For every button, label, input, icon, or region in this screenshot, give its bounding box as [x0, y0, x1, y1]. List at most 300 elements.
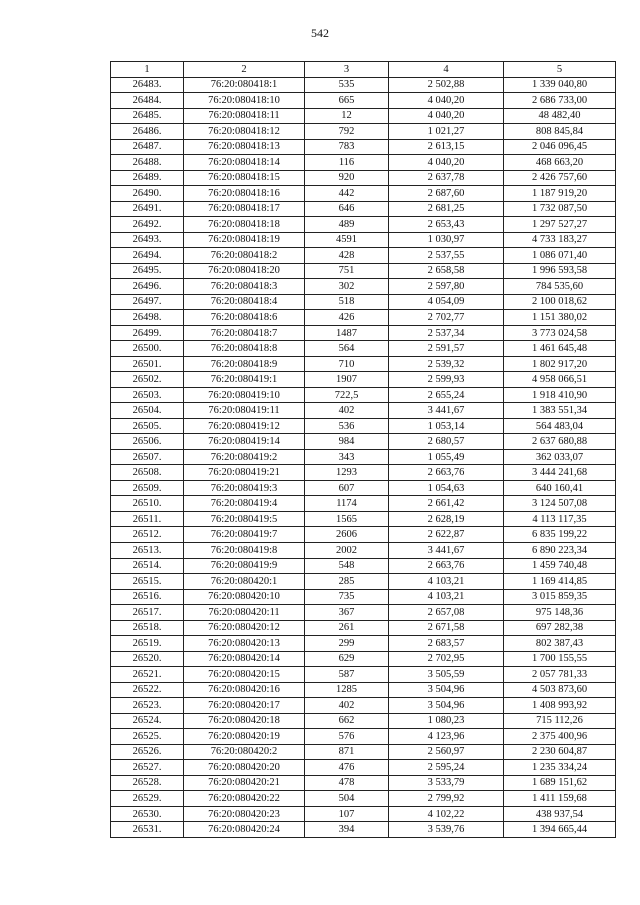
- cadastral-value-cell: 1 151 380,02: [504, 310, 616, 326]
- row-number-cell: 26521.: [111, 667, 184, 683]
- cadastral-number-cell: 76:20:080420:12: [184, 620, 305, 636]
- specific-value-cell: 1 080,23: [389, 713, 504, 729]
- cadastral-number-cell: 76:20:080418:3: [184, 279, 305, 295]
- cadastral-number-cell: 76:20:080419:9: [184, 558, 305, 574]
- specific-value-cell: 2 637,78: [389, 170, 504, 186]
- specific-value-cell: 2 799,92: [389, 791, 504, 807]
- specific-value-cell: 1 030,97: [389, 232, 504, 248]
- cadastral-number-cell: 76:20:080418:16: [184, 186, 305, 202]
- cadastral-number-cell: 76:20:080420:18: [184, 713, 305, 729]
- area-cell: 426: [305, 310, 389, 326]
- specific-value-cell: 2 539,32: [389, 356, 504, 372]
- cadastral-value-cell: 640 160,41: [504, 480, 616, 496]
- cadastral-value-cell: 6 890 223,34: [504, 542, 616, 558]
- table-row: [111, 589, 616, 605]
- table-row: [111, 124, 616, 140]
- cadastral-number-cell: 76:20:080420:15: [184, 667, 305, 683]
- cadastral-value-cell: 1 918 410,90: [504, 387, 616, 403]
- column-header: 1: [111, 62, 184, 78]
- cadastral-value-cell: 2 046 096,45: [504, 139, 616, 155]
- specific-value-cell: 4 102,22: [389, 806, 504, 822]
- cadastral-number-cell: 76:20:080420:22: [184, 791, 305, 807]
- cadastral-value-cell: 4 958 066,51: [504, 372, 616, 388]
- specific-value-cell: 2 560,97: [389, 744, 504, 760]
- table-row: [111, 139, 616, 155]
- cadastral-value-cell: 1 732 087,50: [504, 201, 616, 217]
- row-number-cell: 26493.: [111, 232, 184, 248]
- area-cell: 920: [305, 170, 389, 186]
- cadastral-value-cell: 1 459 740,48: [504, 558, 616, 574]
- cadastral-value-cell: 2 100 018,62: [504, 294, 616, 310]
- specific-value-cell: 2 655,24: [389, 387, 504, 403]
- cadastral-number-cell: 76:20:080419:12: [184, 418, 305, 434]
- cadastral-number-cell: 76:20:080418:12: [184, 124, 305, 140]
- cadastral-value-cell: 4 503 873,60: [504, 682, 616, 698]
- area-cell: 646: [305, 201, 389, 217]
- specific-value-cell: 1 053,14: [389, 418, 504, 434]
- specific-value-cell: 3 441,67: [389, 403, 504, 419]
- table-header-row: [111, 62, 616, 78]
- cadastral-value-cell: 697 282,38: [504, 620, 616, 636]
- cadastral-value-cell: 1 169 414,85: [504, 574, 616, 590]
- row-number-cell: 26501.: [111, 356, 184, 372]
- cadastral-value-cell: 1 394 665,44: [504, 822, 616, 838]
- area-cell: 442: [305, 186, 389, 202]
- specific-value-cell: 2 702,77: [389, 310, 504, 326]
- table-row: [111, 170, 616, 186]
- specific-value-cell: 2 661,42: [389, 496, 504, 512]
- area-cell: 402: [305, 698, 389, 714]
- cadastral-value-cell: 3 444 241,68: [504, 465, 616, 481]
- row-number-cell: 26486.: [111, 124, 184, 140]
- area-cell: 394: [305, 822, 389, 838]
- specific-value-cell: 3 504,96: [389, 682, 504, 698]
- row-number-cell: 26504.: [111, 403, 184, 419]
- specific-value-cell: 2 622,87: [389, 527, 504, 543]
- cadastral-value-cell: 2 375 400,96: [504, 729, 616, 745]
- cadastral-number-cell: 76:20:080418:15: [184, 170, 305, 186]
- cadastral-value-cell: 468 663,20: [504, 155, 616, 171]
- table-row: [111, 356, 616, 372]
- cadastral-value-cell: 1 996 593,58: [504, 263, 616, 279]
- specific-value-cell: 2 502,88: [389, 77, 504, 93]
- row-number-cell: 26508.: [111, 465, 184, 481]
- cadastral-value-cell: 1 802 917,20: [504, 356, 616, 372]
- column-header: 4: [389, 62, 504, 78]
- specific-value-cell: 4 040,20: [389, 93, 504, 109]
- table-row: [111, 325, 616, 341]
- row-number-cell: 26507.: [111, 449, 184, 465]
- row-number-cell: 26523.: [111, 698, 184, 714]
- table-row: [111, 108, 616, 124]
- table-row: [111, 465, 616, 481]
- cadastral-value-cell: 362 033,07: [504, 449, 616, 465]
- table-row: [111, 698, 616, 714]
- cadastral-value-cell: 1 700 155,55: [504, 651, 616, 667]
- cadastral-number-cell: 76:20:080419:1: [184, 372, 305, 388]
- specific-value-cell: 4 123,96: [389, 729, 504, 745]
- row-number-cell: 26519.: [111, 636, 184, 652]
- cadastral-number-cell: 76:20:080419:3: [184, 480, 305, 496]
- cadastral-value-cell: 3 124 507,08: [504, 496, 616, 512]
- table-row: [111, 77, 616, 93]
- area-cell: 751: [305, 263, 389, 279]
- cadastral-value-cell: 802 387,43: [504, 636, 616, 652]
- specific-value-cell: 2 680,57: [389, 434, 504, 450]
- area-cell: 478: [305, 775, 389, 791]
- specific-value-cell: 2 597,80: [389, 279, 504, 295]
- cadastral-value-cell: 6 835 199,22: [504, 527, 616, 543]
- area-cell: 107: [305, 806, 389, 822]
- row-number-cell: 26503.: [111, 387, 184, 403]
- specific-value-cell: 2 663,76: [389, 558, 504, 574]
- table-row: [111, 341, 616, 357]
- table-row: [111, 682, 616, 698]
- cadastral-number-cell: 76:20:080419:8: [184, 542, 305, 558]
- row-number-cell: 26530.: [111, 806, 184, 822]
- area-cell: 2002: [305, 542, 389, 558]
- table-row: [111, 372, 616, 388]
- cadastral-value-cell: 1 187 919,20: [504, 186, 616, 202]
- specific-value-cell: 2 681,25: [389, 201, 504, 217]
- cadastral-value-cell: 808 845,84: [504, 124, 616, 140]
- row-number-cell: 26505.: [111, 418, 184, 434]
- specific-value-cell: 3 505,59: [389, 667, 504, 683]
- cadastral-value-cell: 715 112,26: [504, 713, 616, 729]
- column-header: 3: [305, 62, 389, 78]
- specific-value-cell: 3 533,79: [389, 775, 504, 791]
- table-row: [111, 760, 616, 776]
- cadastral-value-cell: 2 230 604,87: [504, 744, 616, 760]
- row-number-cell: 26485.: [111, 108, 184, 124]
- table-row: [111, 449, 616, 465]
- specific-value-cell: 2 683,57: [389, 636, 504, 652]
- table-row: [111, 667, 616, 683]
- area-cell: 984: [305, 434, 389, 450]
- specific-value-cell: 4 103,21: [389, 574, 504, 590]
- cadastral-value-cell: 1 689 151,62: [504, 775, 616, 791]
- row-number-cell: 26484.: [111, 93, 184, 109]
- row-number-cell: 26522.: [111, 682, 184, 698]
- area-cell: 792: [305, 124, 389, 140]
- row-number-cell: 26500.: [111, 341, 184, 357]
- table-row: [111, 511, 616, 527]
- specific-value-cell: 2 663,76: [389, 465, 504, 481]
- row-number-cell: 26496.: [111, 279, 184, 295]
- cadastral-number-cell: 76:20:080418:13: [184, 139, 305, 155]
- table-row: [111, 636, 616, 652]
- row-number-cell: 26488.: [111, 155, 184, 171]
- table-row: [111, 542, 616, 558]
- row-number-cell: 26517.: [111, 605, 184, 621]
- table-row: [111, 294, 616, 310]
- cadastral-number-cell: 76:20:080418:9: [184, 356, 305, 372]
- cadastral-number-cell: 76:20:080420:20: [184, 760, 305, 776]
- cadastral-number-cell: 76:20:080418:2: [184, 248, 305, 264]
- row-number-cell: 26487.: [111, 139, 184, 155]
- specific-value-cell: 1 021,27: [389, 124, 504, 140]
- cadastral-number-cell: 76:20:080418:7: [184, 325, 305, 341]
- specific-value-cell: 1 054,63: [389, 480, 504, 496]
- specific-value-cell: 4 040,20: [389, 155, 504, 171]
- cadastral-number-cell: 76:20:080420:24: [184, 822, 305, 838]
- area-cell: 261: [305, 620, 389, 636]
- specific-value-cell: 2 671,58: [389, 620, 504, 636]
- cadastral-number-cell: 76:20:080419:21: [184, 465, 305, 481]
- specific-value-cell: 3 504,96: [389, 698, 504, 714]
- row-number-cell: 26510.: [111, 496, 184, 512]
- row-number-cell: 26506.: [111, 434, 184, 450]
- cadastral-value-cell: 975 148,36: [504, 605, 616, 621]
- cadastral-value-cell: 48 482,40: [504, 108, 616, 124]
- row-number-cell: 26531.: [111, 822, 184, 838]
- area-cell: 662: [305, 713, 389, 729]
- area-cell: 1487: [305, 325, 389, 341]
- area-cell: 629: [305, 651, 389, 667]
- area-cell: 548: [305, 558, 389, 574]
- area-cell: 587: [305, 667, 389, 683]
- table-row: [111, 279, 616, 295]
- table-row: [111, 729, 616, 745]
- row-number-cell: 26494.: [111, 248, 184, 264]
- area-cell: 518: [305, 294, 389, 310]
- table-row: [111, 791, 616, 807]
- area-cell: 607: [305, 480, 389, 496]
- specific-value-cell: 4 103,21: [389, 589, 504, 605]
- area-cell: 302: [305, 279, 389, 295]
- cadastral-value-cell: 1 383 551,34: [504, 403, 616, 419]
- specific-value-cell: 1 055,49: [389, 449, 504, 465]
- cadastral-value-cell: 1 411 159,68: [504, 791, 616, 807]
- area-cell: 2606: [305, 527, 389, 543]
- row-number-cell: 26514.: [111, 558, 184, 574]
- cadastral-number-cell: 76:20:080420:23: [184, 806, 305, 822]
- cadastral-value-cell: 1 086 071,40: [504, 248, 616, 264]
- cadastral-value-cell: 4 113 117,35: [504, 511, 616, 527]
- table-row: [111, 263, 616, 279]
- cadastral-value-cell: 1 408 993,92: [504, 698, 616, 714]
- row-number-cell: 26526.: [111, 744, 184, 760]
- specific-value-cell: 4 054,09: [389, 294, 504, 310]
- cadastral-number-cell: 76:20:080418:6: [184, 310, 305, 326]
- row-number-cell: 26524.: [111, 713, 184, 729]
- row-number-cell: 26527.: [111, 760, 184, 776]
- area-cell: 285: [305, 574, 389, 590]
- cadastral-value-cell: 784 535,60: [504, 279, 616, 295]
- row-number-cell: 26529.: [111, 791, 184, 807]
- cadastral-number-cell: 76:20:080418:19: [184, 232, 305, 248]
- area-cell: 536: [305, 418, 389, 434]
- specific-value-cell: 2 595,24: [389, 760, 504, 776]
- row-number-cell: 26490.: [111, 186, 184, 202]
- row-number-cell: 26498.: [111, 310, 184, 326]
- table-row: [111, 155, 616, 171]
- cadastral-number-cell: 76:20:080420:11: [184, 605, 305, 621]
- cadastral-value-cell: 1 461 645,48: [504, 341, 616, 357]
- specific-value-cell: 2 653,43: [389, 217, 504, 233]
- column-header: 2: [184, 62, 305, 78]
- row-number-cell: 26512.: [111, 527, 184, 543]
- cadastral-number-cell: 76:20:080420:2: [184, 744, 305, 760]
- specific-value-cell: 2 702,95: [389, 651, 504, 667]
- area-cell: 1174: [305, 496, 389, 512]
- specific-value-cell: 4 040,20: [389, 108, 504, 124]
- area-cell: 12: [305, 108, 389, 124]
- cadastral-value-cell: 438 937,54: [504, 806, 616, 822]
- area-cell: 735: [305, 589, 389, 605]
- table-row: [111, 651, 616, 667]
- specific-value-cell: 3 539,76: [389, 822, 504, 838]
- cadastral-number-cell: 76:20:080419:14: [184, 434, 305, 450]
- area-cell: 710: [305, 356, 389, 372]
- table-row: [111, 434, 616, 450]
- table-row: [111, 387, 616, 403]
- row-number-cell: 26483.: [111, 77, 184, 93]
- table-row: [111, 527, 616, 543]
- table-row: [111, 574, 616, 590]
- table-row: [111, 403, 616, 419]
- area-cell: 576: [305, 729, 389, 745]
- area-cell: 665: [305, 93, 389, 109]
- row-number-cell: 26513.: [111, 542, 184, 558]
- area-cell: 476: [305, 760, 389, 776]
- table-row: [111, 806, 616, 822]
- page-number: 542: [311, 26, 329, 40]
- cadastral-number-cell: 76:20:080420:14: [184, 651, 305, 667]
- table-row: [111, 605, 616, 621]
- cadastral-value-cell: 1 339 040,80: [504, 77, 616, 93]
- cadastral-number-cell: 76:20:080419:10: [184, 387, 305, 403]
- table-row: [111, 232, 616, 248]
- cadastral-value-cell: 3 773 024,58: [504, 325, 616, 341]
- cadastral-number-cell: 76:20:080418:18: [184, 217, 305, 233]
- row-number-cell: 26491.: [111, 201, 184, 217]
- cadastral-number-cell: 76:20:080419:5: [184, 511, 305, 527]
- cadastral-value-cell: 1 297 527,27: [504, 217, 616, 233]
- row-number-cell: 26515.: [111, 574, 184, 590]
- table-row: [111, 496, 616, 512]
- cadastral-number-cell: 76:20:080418:4: [184, 294, 305, 310]
- cadastral-number-cell: 76:20:080420:13: [184, 636, 305, 652]
- area-cell: 116: [305, 155, 389, 171]
- specific-value-cell: 2 657,08: [389, 605, 504, 621]
- cadastral-number-cell: 76:20:080418:1: [184, 77, 305, 93]
- table-row: [111, 217, 616, 233]
- row-number-cell: 26509.: [111, 480, 184, 496]
- specific-value-cell: 2 599,93: [389, 372, 504, 388]
- cadastral-value-cell: 3 015 859,35: [504, 589, 616, 605]
- table-row: [111, 418, 616, 434]
- row-number-cell: 26495.: [111, 263, 184, 279]
- cadastral-number-cell: 76:20:080418:10: [184, 93, 305, 109]
- specific-value-cell: 2 687,60: [389, 186, 504, 202]
- area-cell: 1907: [305, 372, 389, 388]
- specific-value-cell: 2 537,34: [389, 325, 504, 341]
- specific-value-cell: 3 441,67: [389, 542, 504, 558]
- cadastral-number-cell: 76:20:080418:11: [184, 108, 305, 124]
- area-cell: 489: [305, 217, 389, 233]
- cadastral-value-cell: 564 483,04: [504, 418, 616, 434]
- specific-value-cell: 2 658,58: [389, 263, 504, 279]
- table-row: [111, 93, 616, 109]
- row-number-cell: 26502.: [111, 372, 184, 388]
- table-row: [111, 620, 616, 636]
- table-row: [111, 713, 616, 729]
- cadastral-number-cell: 76:20:080420:21: [184, 775, 305, 791]
- area-cell: 428: [305, 248, 389, 264]
- table-row: [111, 186, 616, 202]
- area-cell: 871: [305, 744, 389, 760]
- cadastral-number-cell: 76:20:080418:8: [184, 341, 305, 357]
- row-number-cell: 26511.: [111, 511, 184, 527]
- row-number-cell: 26489.: [111, 170, 184, 186]
- area-cell: 783: [305, 139, 389, 155]
- area-cell: 299: [305, 636, 389, 652]
- area-cell: 1565: [305, 511, 389, 527]
- area-cell: 367: [305, 605, 389, 621]
- cadastral-number-cell: 76:20:080419:2: [184, 449, 305, 465]
- table-row: [111, 744, 616, 760]
- row-number-cell: 26520.: [111, 651, 184, 667]
- table-row: [111, 558, 616, 574]
- area-cell: 535: [305, 77, 389, 93]
- table-row: [111, 822, 616, 838]
- area-cell: 4591: [305, 232, 389, 248]
- row-number-cell: 26528.: [111, 775, 184, 791]
- cadastral-number-cell: 76:20:080418:20: [184, 263, 305, 279]
- area-cell: 564: [305, 341, 389, 357]
- area-cell: 343: [305, 449, 389, 465]
- cadastral-value-cell: 4 733 183,27: [504, 232, 616, 248]
- row-number-cell: 26516.: [111, 589, 184, 605]
- specific-value-cell: 2 591,57: [389, 341, 504, 357]
- cadastral-number-cell: 76:20:080420:16: [184, 682, 305, 698]
- area-cell: 402: [305, 403, 389, 419]
- cadastral-value-cell: 2 426 757,60: [504, 170, 616, 186]
- column-header: 5: [504, 62, 616, 78]
- row-number-cell: 26497.: [111, 294, 184, 310]
- area-cell: 1293: [305, 465, 389, 481]
- row-number-cell: 26525.: [111, 729, 184, 745]
- cadastral-value-cell: 2 686 733,00: [504, 93, 616, 109]
- cadastral-number-cell: 76:20:080418:14: [184, 155, 305, 171]
- row-number-cell: 26499.: [111, 325, 184, 341]
- table-row: [111, 201, 616, 217]
- cadastral-value-table: [110, 61, 616, 838]
- cadastral-value-cell: 2 637 680,88: [504, 434, 616, 450]
- cadastral-value-cell: 2 057 781,33: [504, 667, 616, 683]
- specific-value-cell: 2 613,15: [389, 139, 504, 155]
- cadastral-number-cell: 76:20:080419:7: [184, 527, 305, 543]
- cadastral-number-cell: 76:20:080420:1: [184, 574, 305, 590]
- cadastral-number-cell: 76:20:080420:17: [184, 698, 305, 714]
- table-row: [111, 310, 616, 326]
- row-number-cell: 26492.: [111, 217, 184, 233]
- area-cell: 1285: [305, 682, 389, 698]
- table-body: [111, 77, 616, 837]
- cadastral-value-cell: 1 235 334,24: [504, 760, 616, 776]
- row-number-cell: 26518.: [111, 620, 184, 636]
- area-cell: 504: [305, 791, 389, 807]
- cadastral-number-cell: 76:20:080420:19: [184, 729, 305, 745]
- cadastral-number-cell: 76:20:080419:11: [184, 403, 305, 419]
- table-row: [111, 480, 616, 496]
- area-cell: 722,5: [305, 387, 389, 403]
- specific-value-cell: 2 628,19: [389, 511, 504, 527]
- cadastral-number-cell: 76:20:080418:17: [184, 201, 305, 217]
- specific-value-cell: 2 537,55: [389, 248, 504, 264]
- table-row: [111, 248, 616, 264]
